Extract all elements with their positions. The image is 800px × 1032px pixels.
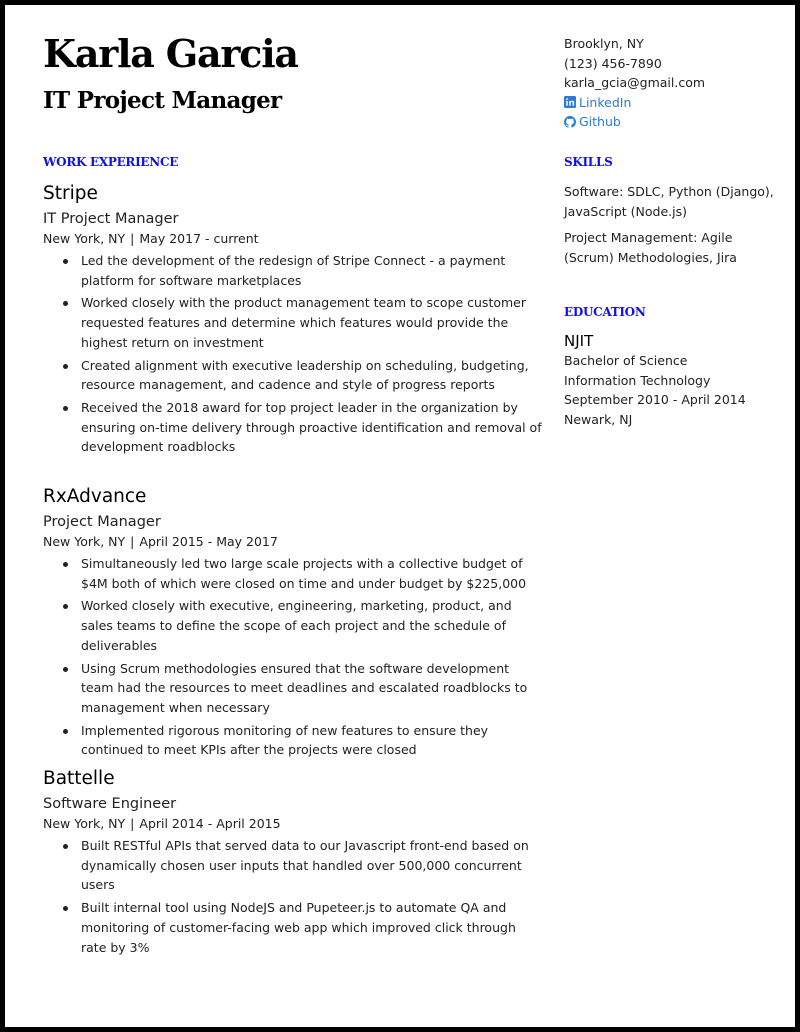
bullet-item [43,251,543,290]
separator: | [130,816,135,831]
bullet-item [43,898,543,957]
job-meta [43,532,543,551]
bullet-item [43,293,543,352]
job-entry [43,767,543,960]
job-location: New York, NY [43,816,126,831]
contact-email[interactable]: karla_gcia@gmail.com [564,75,706,90]
bullet-text: Using Scrum methodologies ensured that the software development team had the resources to meet deadlines and escalated roadblocks to management when necessary [81,660,528,715]
bullet-text: Built internal tool using NodeJS and Pupeteer.js to automate QA and monitoring of customer-facing web app which improved click through rate by 3% [81,900,516,955]
bullet-item [43,398,543,457]
contact-location: Brooklyn, NY [564,36,644,51]
job-dates: May 2017 - current [139,231,259,246]
job-role: Software Engineer [43,796,177,812]
field-of-study: Information Technology [564,372,711,388]
linkedin-label: LinkedIn [579,94,632,110]
degree: Bachelor of Science [564,353,688,368]
education-dates: September 2010 - April 2014 [564,392,746,407]
bullet-item [43,721,543,760]
contact-info [564,34,705,132]
bullet-dot-icon [63,729,68,734]
job-dates: April 2014 - April 2015 [139,816,281,831]
skill-item: Software: SDLC, Python (Django), JavaScript (Node.js) [564,184,774,219]
bullet-item [43,554,543,593]
bullet-dot-icon [63,906,68,911]
bullet-item [43,356,543,395]
work-experience-heading: WORK EXPERIENCE [43,155,179,169]
education-entry [564,331,784,429]
job-role: Project Manager [43,514,161,530]
job-meta [43,814,543,833]
job-entry [43,182,543,460]
job-bullets [43,554,543,760]
school-name: NJIT [564,332,594,350]
bullet-dot-icon [63,667,68,672]
job-location: New York, NY [43,231,126,246]
company-name: Battelle [43,768,115,789]
candidate-name: Karla Garcia [43,31,298,76]
separator: | [130,534,135,549]
resume-page [5,5,795,1027]
bullet-item [43,596,543,655]
bullet-text: Implemented rigorous monitoring of new features to ensure they continued to meet KPIs after the projects were closed [81,722,489,758]
job-entry [43,485,543,763]
bullet-text: Created alignment with executive leadership on scheduling, budgeting, resource management, and cadence and style of progress reports [81,357,529,393]
job-bullets [43,836,543,957]
github-icon [564,116,576,128]
bullet-text: Simultaneously led two large scale projects with a collective budget of $4M both of which were closed on time and under budget by $225,000 [81,556,527,591]
bullet-text: Received the 2018 award for top project leader in the organization by ensuring on-time delivery through proactive identification and removal of development roadblocks [81,399,542,455]
job-location: New York, NY [43,534,126,549]
bullet-dot-icon [63,844,68,849]
education-location: Newark, NJ [564,411,633,427]
bullet-text: Worked closely with the product management team to scope customer requested features and determine which features would provide the highest return on investment [81,295,527,350]
education-heading: EDUCATION [564,305,646,319]
bullet-item [43,836,543,895]
bullet-text: Worked closely with executive, engineering, marketing, product, and sales teams to define the scope of each project and the schedule of deliverables [81,598,512,653]
job-dates: April 2015 - May 2017 [139,534,278,549]
linkedin-link[interactable] [564,93,705,113]
bullet-dot-icon [63,562,68,567]
linkedin-icon [564,96,576,108]
bullet-dot-icon [63,259,68,264]
bullet-dot-icon [63,406,68,411]
bullet-item [43,659,543,718]
github-label: Github [579,114,621,129]
bullet-dot-icon [63,301,68,306]
bullet-text: Built RESTful APIs that served data to our Javascript front-end based on dynamically chosen user inputs that handled over 500,000 concurrent users [81,838,529,893]
skills-heading: SKILLS [564,155,613,169]
company-name: RxAdvance [43,486,147,507]
candidate-title: IT Project Manager [43,87,282,114]
company-name: Stripe [43,183,98,204]
job-bullets [43,251,543,457]
job-role: IT Project Manager [43,211,179,227]
contact-phone[interactable]: (123) 456-7890 [564,55,662,71]
bullet-dot-icon [63,364,68,369]
bullet-dot-icon [63,604,68,609]
job-meta [43,229,543,248]
separator: | [130,231,135,246]
github-link[interactable] [564,112,705,132]
skill-item: Project Management: Agile (Scrum) Methodologies, Jira [564,230,737,265]
skills-list [564,182,786,274]
bullet-text: Led the development of the redesign of Stripe Connect - a payment platform for software marketplaces [81,253,506,288]
